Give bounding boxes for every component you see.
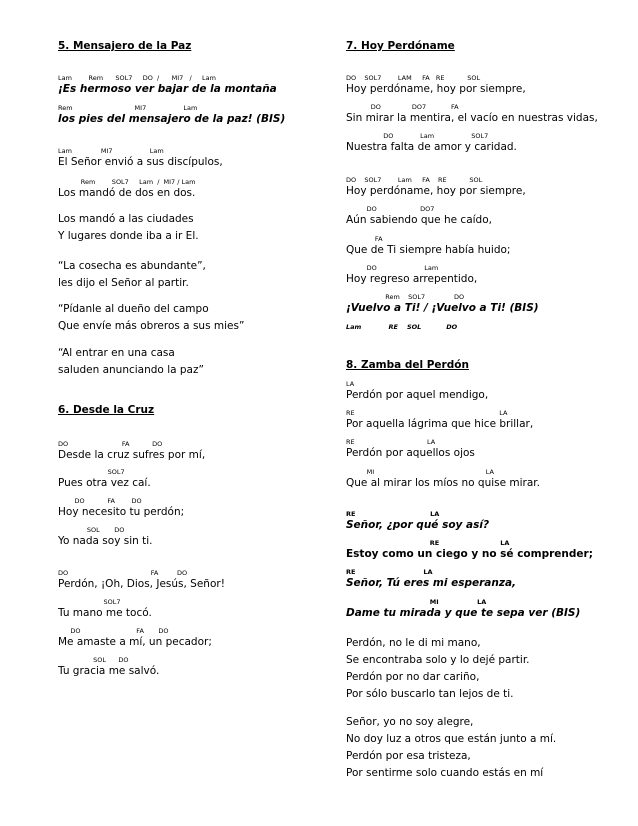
- lyric-line: Los mandó de dos en dos.: [58, 187, 196, 199]
- chord-line: LA: [346, 380, 355, 388]
- lyric-line: Los mandó a las ciudades: [58, 213, 194, 225]
- song-6-title: 6. Desde la Cruz: [58, 404, 155, 416]
- lyric-line: Hoy regreso arrepentido,: [346, 273, 478, 285]
- lyric-line: Nuestra falta de amor y caridad.: [346, 141, 517, 153]
- lyric-line: Tu gracia me salvó.: [58, 665, 160, 677]
- lyric-line: Perdón, ¡Oh, Dios, Jesús, Señor!: [58, 578, 225, 590]
- lyric-line: Perdón por aquel mendigo,: [346, 389, 489, 401]
- chord-line: DO FA DO: [58, 440, 163, 448]
- lyric-line: Sin mirar la mentira, el vacío en nuestras vidas,: [346, 112, 598, 124]
- lyric-line: Pues otra vez caí.: [58, 477, 151, 489]
- lyric-line: Por sentirme solo cuando estás en mí: [346, 767, 544, 779]
- chord-line: Lam RE SOL DO: [346, 323, 458, 331]
- chord-line: Rem MI7 Lam: [58, 104, 198, 112]
- chord-line: DO Lam SOL7: [346, 132, 489, 140]
- lyric-line: Por aquella lágrima que hice brillar,: [346, 418, 534, 430]
- lyric-line: Señor, ¿por qué soy así?: [346, 519, 490, 531]
- chord-line: Rem SOL7 Lam / MI7 / Lam: [58, 178, 196, 186]
- lyric-line: Que envíe más obreros a sus mies”: [58, 320, 245, 332]
- lyric-line: Me amaste a mí, un pecador;: [58, 636, 212, 648]
- lyric-line: Tu mano me tocó.: [58, 607, 152, 619]
- lyric-line: Dame tu mirada y que te sepa ver (BIS): [346, 607, 581, 619]
- lyric-line: ¡Vuelvo a Ti! / ¡Vuelvo a Ti! (BIS): [346, 302, 539, 314]
- chord-line: Lam MI7 Lam: [58, 147, 164, 155]
- chord-line: SOL DO: [58, 656, 129, 664]
- chord-line: RE LA: [346, 438, 436, 446]
- chord-line: FA: [346, 235, 383, 243]
- lyric-line: Hoy perdóname, hoy por siempre,: [346, 83, 526, 95]
- chord-line: MI LA: [346, 598, 487, 606]
- song-7-title: 7. Hoy Perdóname: [346, 40, 455, 52]
- chord-line: SOL7: [58, 598, 121, 606]
- song-5-title: 5. Mensajero de la Paz: [58, 40, 192, 52]
- lyric-line: Señor, Tú eres mi esperanza,: [346, 577, 517, 589]
- chord-line: SOL7: [58, 468, 125, 476]
- chord-line: RE LA: [346, 510, 440, 518]
- lyric-line: Estoy como un ciego y no sé comprender;: [346, 548, 593, 560]
- song-8-title: 8. Zamba del Perdón: [346, 359, 469, 371]
- chord-line: RE LA: [346, 409, 508, 417]
- lyric-line: saluden anunciando la paz”: [58, 364, 204, 376]
- chord-line: DO FA DO: [58, 627, 169, 635]
- chord-line: DO DO7 FA: [346, 103, 459, 111]
- chord-line: DO SOL7 LAM FA RE SOL: [346, 74, 481, 82]
- lyric-line: Que al mirar los míos no quise mirar.: [346, 477, 540, 489]
- lyric-line: Perdón por esa tristeza,: [346, 750, 471, 762]
- chord-line: DO SOL7 Lam FA RE SOL: [346, 176, 483, 184]
- lyric-line: Desde la cruz sufres por mí,: [58, 449, 206, 461]
- lyric-line: Hoy perdóname, hoy por siempre,: [346, 185, 526, 197]
- chord-line: DO FA DO: [58, 569, 188, 577]
- chord-line: Lam Rem SOL7 DO / MI7 / Lam: [58, 74, 216, 82]
- chord-line: Rem SOL7 DO: [346, 293, 465, 301]
- lyric-line: les dijo el Señor al partir.: [58, 277, 189, 289]
- lyric-line: ¡Es hermoso ver bajar de la montaña: [58, 83, 277, 95]
- lyric-line: “La cosecha es abundante”,: [58, 260, 206, 272]
- lyric-line: Hoy necesito tu perdón;: [58, 506, 185, 518]
- lyric-line: Perdón, no le di mi mano,: [346, 637, 481, 649]
- lyric-line: “Pídanle al dueño del campo: [58, 303, 209, 315]
- chord-line: MI LA: [346, 468, 494, 476]
- lyric-line: Que de Ti siempre había huido;: [346, 244, 511, 256]
- lyric-line: Señor, yo no soy alegre,: [346, 716, 474, 728]
- chord-line: RE LA: [346, 539, 510, 547]
- lyric-line: No doy luz a otros que están junto a mí.: [346, 733, 557, 745]
- lyric-line: los pies del mensajero de la paz! (BIS): [58, 113, 286, 125]
- lyric-line: Por sólo buscarlo tan lejos de ti.: [346, 688, 514, 700]
- chord-line: SOL DO: [58, 526, 125, 534]
- lyric-line: Yo nada soy sin ti.: [58, 535, 153, 547]
- lyric-line: Aún sabiendo que he caído,: [346, 214, 492, 226]
- lyric-line: Perdón por no dar cariño,: [346, 671, 480, 683]
- chord-line: DO DO7: [346, 205, 435, 213]
- lyric-line: Perdón por aquellos ojos: [346, 447, 475, 459]
- chord-line: DO Lam: [346, 264, 439, 272]
- lyric-line: “Al entrar en una casa: [58, 347, 175, 359]
- chord-line: DO FA DO: [58, 497, 142, 505]
- lyric-line: El Señor envió a sus discípulos,: [58, 156, 223, 168]
- lyric-line: Se encontraba solo y lo dejé partir.: [346, 654, 530, 666]
- chord-line: RE LA: [346, 568, 433, 576]
- lyric-line: Y lugares donde iba a ir El.: [58, 230, 199, 242]
